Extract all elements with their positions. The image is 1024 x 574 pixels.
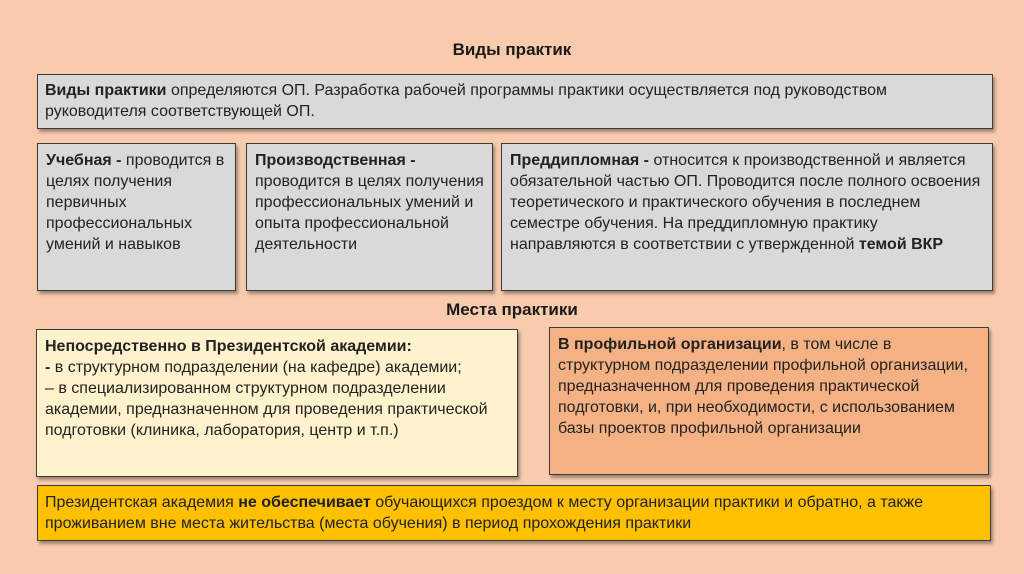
note-text: Президентская академия — [45, 494, 239, 511]
intro-box — [37, 74, 993, 129]
type-title: Преддипломная - — [510, 152, 650, 169]
type-box-prediploma — [501, 143, 993, 291]
type-title: Производственная - — [255, 152, 416, 169]
type-title-end: темой ВКР — [858, 236, 944, 253]
intro-bold: Виды практики — [45, 82, 167, 99]
bullet-dash: - — [45, 359, 51, 376]
note-text: обучающихся проездом к месту организации практики и обратно, а также проживанием вне места жительства (места обучения) в период прохождения практики — [45, 494, 924, 532]
heading-practice-types: Виды практик — [452, 40, 572, 59]
academy-place-box — [36, 329, 518, 477]
note-bold: не обеспечивает — [238, 494, 371, 511]
type-box-educational — [37, 143, 236, 291]
type-text: проводится в целях получения первичных профессиональных умений и навыков — [46, 152, 225, 253]
intro-text: определяются ОП. Разработка рабочей программы практики осуществляется под руководством руководителя соответствующей ОП. — [45, 82, 887, 120]
type-title: Учебная - — [46, 152, 122, 169]
profile-org-box — [549, 327, 989, 475]
academy-item: в структурном подразделении (на кафедре) академии; — [50, 359, 462, 376]
type-text: относится к производственной и является обязательной частью ОП. Проводится после полного освоения теоретического и практического обучения в последнем семестре обучения. На преддипломную практику направляются в соответствии с утвержденной — [510, 152, 981, 253]
profile-org-title: В профильной организации — [558, 336, 782, 353]
academy-item: – в специализированном структурном подразделении академии, предназначенном для проведения практической подготовки (клиника, лаборатория, центр и т.п.) — [45, 380, 488, 439]
profile-org-text: , в том числе в структурном подразделении профильной организации, предназначенном для проведения практической подготовки, и, при необходимости, с использованием базы проектов профильной организации — [558, 336, 968, 437]
heading-practice-places: Места практики — [446, 300, 578, 319]
note-box — [37, 485, 991, 541]
type-text: проводится в целях получения профессиональных умений и опыта профессиональной деятельности — [255, 173, 484, 253]
academy-title: Непосредственно в Президентской академии: — [45, 338, 412, 355]
type-box-industrial — [246, 143, 493, 291]
